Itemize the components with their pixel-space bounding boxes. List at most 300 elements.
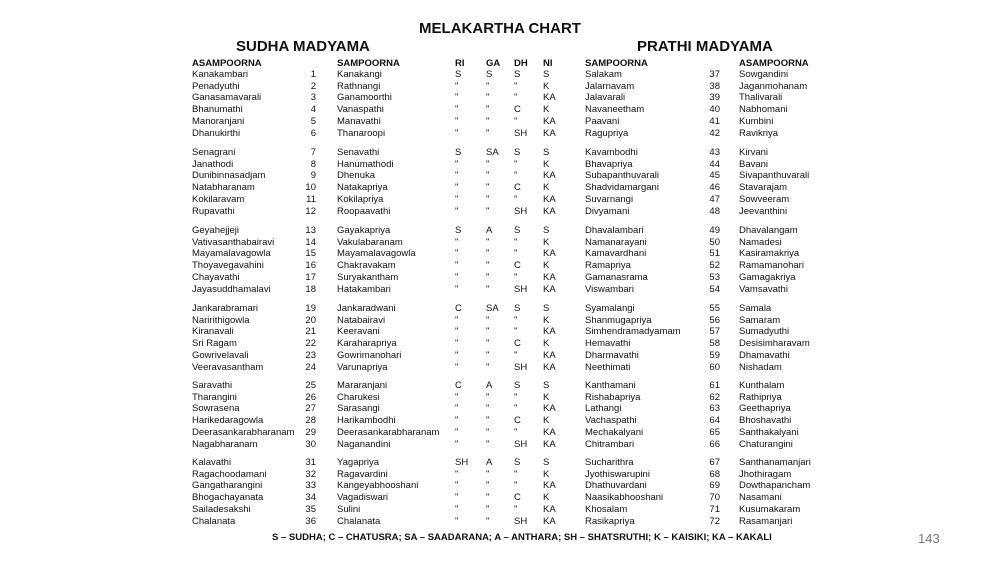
prathi-asampoorna-raga: Jhothiragam — [739, 468, 792, 480]
asampoorna-raga: Ragachoodamani — [192, 468, 267, 480]
prathi-sampoorna-raga: Jyothiswarupini — [585, 468, 650, 480]
ri-value: SH — [455, 457, 469, 468]
sampoorna-raga: Karaharapriya — [337, 338, 397, 350]
melakartha-number: 30 — [305, 438, 316, 450]
asampoorna-raga: Manoranjani — [192, 115, 245, 127]
ri-value: " — [455, 283, 459, 295]
dh-value: " — [514, 391, 518, 403]
ni-value: KA — [543, 248, 556, 260]
prathi-asampoorna-raga: Dhamavathi — [739, 349, 790, 361]
prathi-sampoorna-raga: Rishabapriya — [585, 391, 641, 403]
ga-value: " — [486, 158, 490, 170]
prathi-melakartha-number: 60 — [709, 361, 720, 373]
ri-value: " — [455, 361, 459, 373]
header-sampoorna-prathi: SAMPOORNA — [585, 58, 648, 69]
prathi-sampoorna-raga: Subapanthuvarali — [585, 170, 659, 182]
prathi-sampoorna-raga: Chitrambari — [585, 438, 635, 450]
asampoorna-raga: Kiranavali — [192, 326, 234, 338]
chart-row — [0, 338, 1000, 350]
sampoorna-raga: Hanumathodi — [337, 158, 394, 170]
prathi-asampoorna-raga: Kumbini — [739, 115, 774, 127]
prathi-sampoorna-raga: Viswambari — [585, 283, 634, 295]
chart-row — [0, 284, 1000, 296]
dh-value: C — [514, 415, 521, 427]
ga-value: " — [486, 468, 490, 480]
prathi-asampoorna-raga: Bhoshavathi — [739, 415, 792, 427]
dh-value: " — [514, 236, 518, 248]
sampoorna-raga: Mayamalavagowla — [337, 248, 416, 260]
prathi-sampoorna-raga: Navaneetham — [585, 104, 645, 116]
ga-value: " — [486, 104, 490, 116]
prathi-asampoorna-raga: Santhakalyani — [739, 426, 799, 438]
prathi-melakartha-number: 46 — [709, 182, 720, 194]
ri-value: " — [455, 492, 459, 504]
dh-value: S — [514, 457, 521, 468]
sampoorna-raga: Vakulabaranam — [337, 236, 403, 248]
dh-value: SH — [514, 283, 528, 295]
prathi-asampoorna-raga: Kusumakaram — [739, 503, 801, 515]
sampoorna-raga: Kanakangi — [337, 69, 382, 80]
melakartha-number: 35 — [305, 503, 316, 515]
chart-row — [0, 116, 1000, 128]
prathi-asampoorna-raga: Stavarajam — [739, 182, 788, 194]
ri-value: " — [455, 326, 459, 338]
ga-value: " — [486, 193, 490, 205]
dh-value: SH — [514, 438, 528, 450]
sampoorna-raga: Varunapriya — [337, 361, 388, 373]
prathi-melakartha-number: 47 — [709, 193, 720, 205]
ni-value: S — [543, 380, 550, 391]
dh-value: S — [514, 380, 521, 391]
ga-value: " — [486, 391, 490, 403]
prathi-sampoorna-raga: Dhathuvardani — [585, 480, 647, 492]
ga-value: SA — [486, 147, 499, 158]
asampoorna-raga: Thoyavegavahini — [192, 260, 264, 272]
prathi-melakartha-number: 72 — [709, 515, 720, 527]
header-ni: NI — [543, 58, 553, 69]
ri-value: C — [455, 380, 462, 391]
prathi-asampoorna-raga: Sivapanthuvarali — [739, 170, 810, 182]
chart-row — [0, 362, 1000, 374]
dh-value: " — [514, 468, 518, 480]
asampoorna-raga: Jayasuddhamalavi — [192, 283, 271, 295]
ni-value: KA — [543, 438, 556, 450]
dh-value: C — [514, 260, 521, 272]
sampoorna-raga: Harikambodhi — [337, 415, 396, 427]
ri-value: " — [455, 480, 459, 492]
ga-value: " — [486, 349, 490, 361]
sampoorna-raga: Sulini — [337, 503, 361, 515]
chart-row — [0, 326, 1000, 338]
asampoorna-raga: Gowrivelavali — [192, 349, 249, 361]
header-ga: GA — [486, 58, 501, 69]
ri-value: " — [455, 515, 459, 527]
ni-value: S — [543, 457, 550, 468]
chart-row — [0, 225, 1000, 237]
asampoorna-raga: Penadyuthi — [192, 80, 240, 92]
sampoorna-raga: Kokilapriya — [337, 193, 384, 205]
chart-row — [0, 380, 1000, 392]
chart-row — [0, 403, 1000, 415]
asampoorna-raga: Janathodi — [192, 158, 234, 170]
prathi-sampoorna-raga: Bhavapriya — [585, 158, 633, 170]
ri-value: " — [455, 468, 459, 480]
melakartha-number: 8 — [310, 158, 316, 170]
chart-row — [0, 480, 1000, 492]
chart-row — [0, 415, 1000, 427]
ga-value: " — [486, 314, 490, 326]
asampoorna-raga: Naririthigowla — [192, 314, 250, 326]
ni-value: S — [543, 147, 550, 158]
header-sampoorna: SAMPOORNA — [337, 58, 400, 69]
melakartha-number: 34 — [305, 492, 316, 504]
asampoorna-raga: Kalavathi — [192, 457, 232, 468]
ga-value: " — [486, 503, 490, 515]
prathi-sampoorna-raga: Ramapriya — [585, 260, 631, 272]
prathi-melakartha-number: 41 — [709, 115, 720, 127]
sampoorna-raga: Roopaavathi — [337, 205, 391, 217]
prathi-asampoorna-raga: Santhanamanjari — [739, 457, 811, 468]
chart-row — [0, 439, 1000, 451]
prathi-sampoorna-raga: Syamalangi — [585, 303, 635, 314]
prathi-asampoorna-raga: Vamsavathi — [739, 283, 788, 295]
melakartha-number: 1 — [310, 69, 316, 80]
prathi-melakartha-number: 69 — [709, 480, 720, 492]
melakartha-number: 4 — [310, 104, 316, 116]
prathi-asampoorna-raga: Dhavalangam — [739, 225, 798, 236]
ri-value: " — [455, 426, 459, 438]
chart-row — [0, 260, 1000, 272]
ri-value: S — [455, 69, 462, 80]
sampoorna-raga: Rathnangi — [337, 80, 381, 92]
ni-value: K — [543, 415, 550, 427]
asampoorna-raga: Jankarabramari — [192, 303, 258, 314]
prathi-asampoorna-raga: Ramamanohari — [739, 260, 804, 272]
prathi-melakartha-number: 51 — [709, 248, 720, 260]
ri-value: " — [455, 438, 459, 450]
ni-value: K — [543, 104, 550, 116]
prathi-asampoorna-raga: Thalivarali — [739, 92, 783, 104]
prathi-asampoorna-raga: Nasamani — [739, 492, 782, 504]
prathi-melakartha-number: 44 — [709, 158, 720, 170]
sampoorna-raga: Dhenuka — [337, 170, 376, 182]
prathi-melakartha-number: 68 — [709, 468, 720, 480]
ni-value: KA — [543, 426, 556, 438]
sampoorna-raga: Keeravani — [337, 326, 380, 338]
ri-value: " — [455, 503, 459, 515]
ga-value: " — [486, 127, 490, 139]
melakartha-number: 3 — [310, 92, 316, 104]
dh-value: " — [514, 115, 518, 127]
ni-value: K — [543, 314, 550, 326]
prathi-melakartha-number: 58 — [709, 338, 720, 350]
prathi-melakartha-number: 39 — [709, 92, 720, 104]
prathi-sampoorna-raga: Khosalam — [585, 503, 628, 515]
prathi-sampoorna-raga: Sucharithra — [585, 457, 634, 468]
melakartha-number: 29 — [305, 426, 316, 438]
sampoorna-raga: Chakravakam — [337, 260, 396, 272]
ga-value: " — [486, 283, 490, 295]
sampoorna-raga: Natabairavi — [337, 314, 386, 326]
right-heading: PRATHI MADYAMA — [637, 38, 773, 55]
prathi-asampoorna-raga: Jaganmohanam — [739, 80, 808, 92]
dh-value: C — [514, 104, 521, 116]
ni-value: KA — [543, 349, 556, 361]
melakartha-number: 2 — [310, 80, 316, 92]
prathi-asampoorna-raga: Sumadyuthi — [739, 326, 790, 338]
prathi-sampoorna-raga: Simhendramadyamam — [585, 326, 681, 338]
prathi-asampoorna-raga: Namadesi — [739, 236, 782, 248]
melakartha-number: 31 — [305, 457, 316, 468]
ga-value: " — [486, 361, 490, 373]
ga-value: SA — [486, 303, 499, 314]
asampoorna-raga: Bhanumathi — [192, 104, 243, 116]
prathi-melakartha-number: 49 — [709, 225, 720, 236]
ri-value: S — [455, 147, 462, 158]
ni-value: KA — [543, 92, 556, 104]
dh-value: " — [514, 248, 518, 260]
prathi-sampoorna-raga: Salakam — [585, 69, 622, 80]
melakartha-number: 15 — [305, 248, 316, 260]
prathi-asampoorna-raga: Nabhomani — [739, 104, 788, 116]
chart-row — [0, 182, 1000, 194]
ga-value: " — [486, 338, 490, 350]
chart-row — [0, 159, 1000, 171]
ni-value: K — [543, 158, 550, 170]
asampoorna-raga: Dunibinnasadjam — [192, 170, 266, 182]
ga-value: " — [486, 115, 490, 127]
melakartha-number: 33 — [305, 480, 316, 492]
prathi-sampoorna-raga: Jalarnavam — [585, 80, 635, 92]
ni-value: KA — [543, 515, 556, 527]
asampoorna-raga: Senagrani — [192, 147, 236, 158]
sampoorna-raga: Gayakapriya — [337, 225, 391, 236]
ri-value: " — [455, 182, 459, 194]
prathi-asampoorna-raga: Nishadam — [739, 361, 782, 373]
prathi-sampoorna-raga: Shadvidamargani — [585, 182, 659, 194]
ri-value: " — [455, 338, 459, 350]
chart-row — [0, 315, 1000, 327]
prathi-sampoorna-raga: Dharmavathi — [585, 349, 639, 361]
asampoorna-raga: Ganasamavarali — [192, 92, 262, 104]
dh-value: " — [514, 480, 518, 492]
dh-value: S — [514, 225, 521, 236]
ri-value: S — [455, 225, 462, 236]
chart-row — [0, 104, 1000, 116]
prathi-asampoorna-raga: Gamagakriya — [739, 271, 796, 283]
ni-value: S — [543, 303, 550, 314]
prathi-melakartha-number: 65 — [709, 426, 720, 438]
sampoorna-raga: Ganamoorthi — [337, 92, 392, 104]
ga-value: " — [486, 182, 490, 194]
asampoorna-raga: Kokilaravam — [192, 193, 245, 205]
melakartha-number: 36 — [305, 515, 316, 527]
legend: S – SUDHA; C – CHATUSRA; SA – SAADARANA; A – ANTHARA; SH – SHATSRUTHI; K – KAISIKI; KA – KAKALI — [272, 532, 772, 543]
chart-row — [0, 469, 1000, 481]
prathi-sampoorna-raga: Ragupriya — [585, 127, 629, 139]
sampoorna-raga: Mararanjani — [337, 380, 388, 391]
melakartha-number: 25 — [305, 380, 316, 391]
ga-value: " — [486, 170, 490, 182]
ga-value: " — [486, 326, 490, 338]
chart-row — [0, 194, 1000, 206]
prathi-melakartha-number: 37 — [709, 69, 720, 80]
prathi-sampoorna-raga: Kamavardhani — [585, 248, 647, 260]
prathi-sampoorna-raga: Naasikabhooshani — [585, 492, 664, 504]
asampoorna-raga: Chayavathi — [192, 271, 240, 283]
melakartha-number: 32 — [305, 468, 316, 480]
prathi-asampoorna-raga: Ravikriya — [739, 127, 779, 139]
ga-value: " — [486, 248, 490, 260]
dh-value: C — [514, 492, 521, 504]
ni-value: K — [543, 236, 550, 248]
melakartha-number: 18 — [305, 283, 316, 295]
prathi-sampoorna-raga: Dhavalambari — [585, 225, 644, 236]
melakartha-number: 5 — [310, 115, 316, 127]
asampoorna-raga: Dhanukirthi — [192, 127, 241, 139]
ni-value: KA — [543, 326, 556, 338]
chart-row — [0, 206, 1000, 218]
chart-row — [0, 237, 1000, 249]
dh-value: " — [514, 426, 518, 438]
header-dh: DH — [514, 58, 528, 69]
chart-row — [0, 303, 1000, 315]
chart-row — [0, 248, 1000, 260]
prathi-melakartha-number: 54 — [709, 283, 720, 295]
prathi-sampoorna-raga: Paavani — [585, 115, 620, 127]
ni-value: KA — [543, 283, 556, 295]
chart-row — [0, 516, 1000, 528]
ga-value: " — [486, 236, 490, 248]
ri-value: " — [455, 248, 459, 260]
prathi-melakartha-number: 67 — [709, 457, 720, 468]
sampoorna-raga: Manavathi — [337, 115, 381, 127]
chart-row — [0, 504, 1000, 516]
ni-value: KA — [543, 193, 556, 205]
ni-value: KA — [543, 271, 556, 283]
asampoorna-raga: Veeravasantham — [192, 361, 264, 373]
prathi-asampoorna-raga: Geethapriya — [739, 403, 791, 415]
dh-value: " — [514, 271, 518, 283]
ri-value: " — [455, 260, 459, 272]
ni-value: K — [543, 182, 550, 194]
ga-value: " — [486, 80, 490, 92]
prathi-melakartha-number: 50 — [709, 236, 720, 248]
ni-value: K — [543, 468, 550, 480]
melakartha-number: 12 — [305, 205, 316, 217]
chart-row — [0, 457, 1000, 469]
ga-value: " — [486, 403, 490, 415]
left-heading: SUDHA MADYAMA — [236, 38, 370, 55]
asampoorna-raga: Vativasanthabairavi — [192, 236, 275, 248]
prathi-asampoorna-raga: Dowthapancham — [739, 480, 811, 492]
ni-value: KA — [543, 403, 556, 415]
asampoorna-raga: Deerasankarabharanam — [192, 426, 295, 438]
melakartha-number: 14 — [305, 236, 316, 248]
dh-value: SH — [514, 127, 528, 139]
dh-value: " — [514, 503, 518, 515]
ni-value: KA — [543, 205, 556, 217]
ri-value: " — [455, 391, 459, 403]
prathi-sampoorna-raga: Hemavathi — [585, 338, 631, 350]
sampoorna-raga: Senavathi — [337, 147, 380, 158]
chart-row — [0, 492, 1000, 504]
prathi-melakartha-number: 59 — [709, 349, 720, 361]
prathi-melakartha-number: 66 — [709, 438, 720, 450]
sampoorna-raga: Jankaradwani — [337, 303, 396, 314]
ni-value: K — [543, 260, 550, 272]
dh-value: S — [514, 303, 521, 314]
dh-value: C — [514, 182, 521, 194]
dh-value: " — [514, 158, 518, 170]
chart-row — [0, 272, 1000, 284]
dh-value: SH — [514, 515, 528, 527]
ri-value: " — [455, 271, 459, 283]
prathi-asampoorna-raga: Kirvani — [739, 147, 769, 158]
prathi-melakartha-number: 40 — [709, 104, 720, 116]
asampoorna-raga: Tharangini — [192, 391, 237, 403]
asampoorna-raga: Mayamalavagowla — [192, 248, 271, 260]
dh-value: " — [514, 314, 518, 326]
prathi-asampoorna-raga: Rathipriya — [739, 391, 782, 403]
dh-value: C — [514, 338, 521, 350]
dh-value: " — [514, 326, 518, 338]
prathi-sampoorna-raga: Jalavarali — [585, 92, 626, 104]
ni-value: K — [543, 492, 550, 504]
prathi-asampoorna-raga: Rasamanjari — [739, 515, 793, 527]
ga-value: " — [486, 260, 490, 272]
asampoorna-raga: Rupavathi — [192, 205, 235, 217]
asampoorna-raga: Sowrasena — [192, 403, 240, 415]
chart-row — [0, 427, 1000, 439]
prathi-asampoorna-raga: Sowveeram — [739, 193, 790, 205]
dh-value: " — [514, 170, 518, 182]
ni-value: KA — [543, 115, 556, 127]
prathi-melakartha-number: 71 — [709, 503, 720, 515]
ga-value: " — [486, 492, 490, 504]
ni-value: K — [543, 338, 550, 350]
chart-row — [0, 392, 1000, 404]
prathi-melakartha-number: 61 — [709, 380, 720, 391]
prathi-asampoorna-raga: Kunthalam — [739, 380, 785, 391]
ri-value: " — [455, 403, 459, 415]
ri-value: " — [455, 236, 459, 248]
ri-value: " — [455, 80, 459, 92]
ni-value: S — [543, 69, 550, 80]
prathi-melakartha-number: 62 — [709, 391, 720, 403]
ni-value: KA — [543, 361, 556, 373]
prathi-melakartha-number: 56 — [709, 314, 720, 326]
prathi-melakartha-number: 63 — [709, 403, 720, 415]
melakartha-number: 21 — [305, 326, 316, 338]
sampoorna-raga: Naganandini — [337, 438, 391, 450]
prathi-sampoorna-raga: Suvarnangi — [585, 193, 634, 205]
prathi-sampoorna-raga: Rasikapriya — [585, 515, 635, 527]
header-ri: RI — [455, 58, 465, 69]
ga-value: " — [486, 205, 490, 217]
dh-value: " — [514, 403, 518, 415]
asampoorna-raga: Kanakambari — [192, 69, 248, 80]
prathi-melakartha-number: 57 — [709, 326, 720, 338]
dh-value: S — [514, 69, 521, 80]
ga-value: " — [486, 415, 490, 427]
ri-value: " — [455, 193, 459, 205]
ri-value: " — [455, 115, 459, 127]
prathi-melakartha-number: 53 — [709, 271, 720, 283]
melakartha-number: 16 — [305, 260, 316, 272]
prathi-asampoorna-raga: Bavani — [739, 158, 769, 170]
prathi-asampoorna-raga: Samala — [739, 303, 772, 314]
